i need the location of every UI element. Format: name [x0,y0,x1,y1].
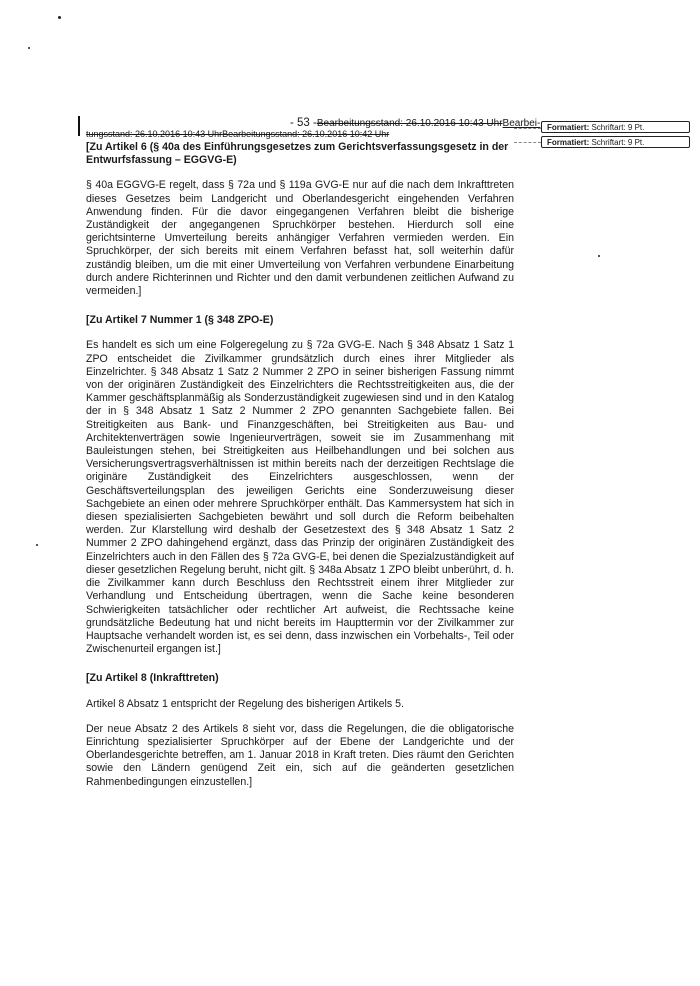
scan-speck [58,16,61,19]
formatting-comment-balloon[interactable] [541,121,690,133]
comment-leader-line [514,142,541,143]
page-header-continued [86,129,389,140]
body-paragraph: § 40a EGGVG-E regelt, dass § 72a und § 119a GVG-E nur auf die nach dem Inkrafttreten dieses Gesetzes beim Landgericht und Oberlandesgericht eingehenden Verfahren Anwendung finden. Für die davor eingegangenen Verfahren bleibt die bisherige Zuständigkeit der angegangenen Spruchkörper bestehen. Hierdurch soll eine gerichtsinterne Umverteilung bereits anhängiger Verfahren vermieden werden. Ein Spruchkörper, der sich bereits mit einem Verfahren befasst hat, soll weiterhin dafür zuständig bleiben, um die mit einer Umverteilung von Verfahren verbundene Einarbeitung durch andere Richterinnen und Richter und den damit verbundenen zeitlichen Aufwand zu vermeiden.] [86,179,514,298]
comment-label: Formatiert: [547,123,590,132]
comment-value: Schriftart: 9 Pt. [591,123,645,132]
scan-speck [598,255,600,257]
deleted-timestamp: tungsstand: 26.10.2016 10:43 Uhr [86,129,223,139]
comment-label: Formatiert: [547,138,590,147]
revision-change-bar [78,116,80,136]
scan-speck [28,47,30,49]
scan-speck [36,544,38,546]
body-paragraph: Der neue Absatz 2 des Artikels 8 sieht vor, dass die Regelungen, die die obligatorische Einrichtung spezialisierter Spruchkörper auf der Ebene der Landgerichte und der Oberlandesgerichte betreffen, am 1. Januar 2018 in Kraft treten. Dies räumt den Gerichten sowie den Ländern genügend Zeit ein, sich auf die geänderten gesetzlichen Rahmenbedingungen einzustellen.] [86,722,514,788]
page-number: - 53 - [290,117,317,129]
comment-value: Schriftart: 9 Pt. [591,138,645,147]
comment-leader-line [514,128,541,129]
document-body [86,141,514,801]
deleted-timestamp: Bearbeitungsstand: 26.10.2016 10:42 Uhr [222,129,390,139]
deleted-timestamp: Bearbeitungsstand: 26.10.2016 10:43 Uhr [316,118,503,129]
inserted-timestamp: Bearbei- [502,118,541,129]
section-heading: [Zu Artikel 6 (§ 40a des Einführungsgesetzes zum Gerichtsverfassungsgesetz in der Entwurfsfassung – EGGVG-E) [86,141,509,167]
section-heading: [Zu Artikel 7 Nummer 1 (§ 348 ZPO-E) [86,314,274,327]
body-paragraph: Es handelt es sich um eine Folgeregelung zu § 72a GVG-E. Nach § 348 Absatz 1 Satz 1 ZPO entscheidet die Zivilkammer grundsätzlich durch eines ihrer Mitglieder als Einzelrichter. § 348 Absatz 1 Satz 2 Nummer 2 ZPO in seiner bisherigen Fassung nimmt von der originären Zuständigkeit des Einzelrichters die Rechtsstreitigkeiten aus, die der Kammer geschäftsplanmäßig als Sonderzuständigkeit zugewiesen sind und in den Katalog der in § 348 Absatz 1 Satz 2 Nummer 2 ZPO genannten Sachgebiete fallen. Bei Streitigkeiten aus Bank- und Finanzgeschäften, bei Streitigkeiten aus Bau- und Architektenverträgen sowie Ingenieurverträgen, soweit sie im Zusammenhang mit Bauleistungen stehen, bei Streitigkeiten aus Heilbehandlungen und bei solchen aus Versicherungsvertragsverhältnissen ist mithin bereits nach der derzeitigen Rechtslage die originäre Zuständigkeit des Einzelrichters ausgeschlossen, wenn der Geschäftsverteilungsplan des jeweiligen Gerichts eine Sonderzuweisung dieser Sachgebiete an einen oder mehrere Spruchkörper enthält. Das Kammersystem hat sich in diesen spezialisierten Sachgebieten bewährt und soll durch die Reform beibehalten werden. Zur Klarstellung wird deshalb der Gesetzestext des § 348 Absatz 1 Satz 2 Nummer 2 ZPO dahingehend ergänzt, dass das Prinzip der originären Zuständigkeit des Einzelrichters auch in den Fällen des § 72a GVG-E, bei denen die Spezialzuständigkeit auf dieser gesetzlichen Regelung beruht, nicht gilt. § 348a Absatz 1 ZPO bleibt unberührt, d. h. die Zivilkammer kann durch Beschluss den Rechtsstreit einem ihrer Mitglieder zur Verhandlung und Entscheidung übertragen, wenn die Sache keine besonderen Schwierigkeiten tatsächlicher oder rechtlicher Art aufweist, die Rechtssache keine grundsätzliche Bedeutung hat und nicht bereits im Haupttermin vor der Zivilkammer zur Hauptsache verhandelt worden ist, es sei denn, dass inzwischen ein Vorbehalts-, Teil oder Zwischenurteil ergangen ist.] [86,339,514,656]
body-paragraph: Artikel 8 Absatz 1 entspricht der Regelung des bisherigen Artikels 5. [86,697,404,710]
section-heading: [Zu Artikel 8 (Inkrafttreten) [86,672,219,685]
formatting-comment-balloon[interactable] [541,136,690,148]
